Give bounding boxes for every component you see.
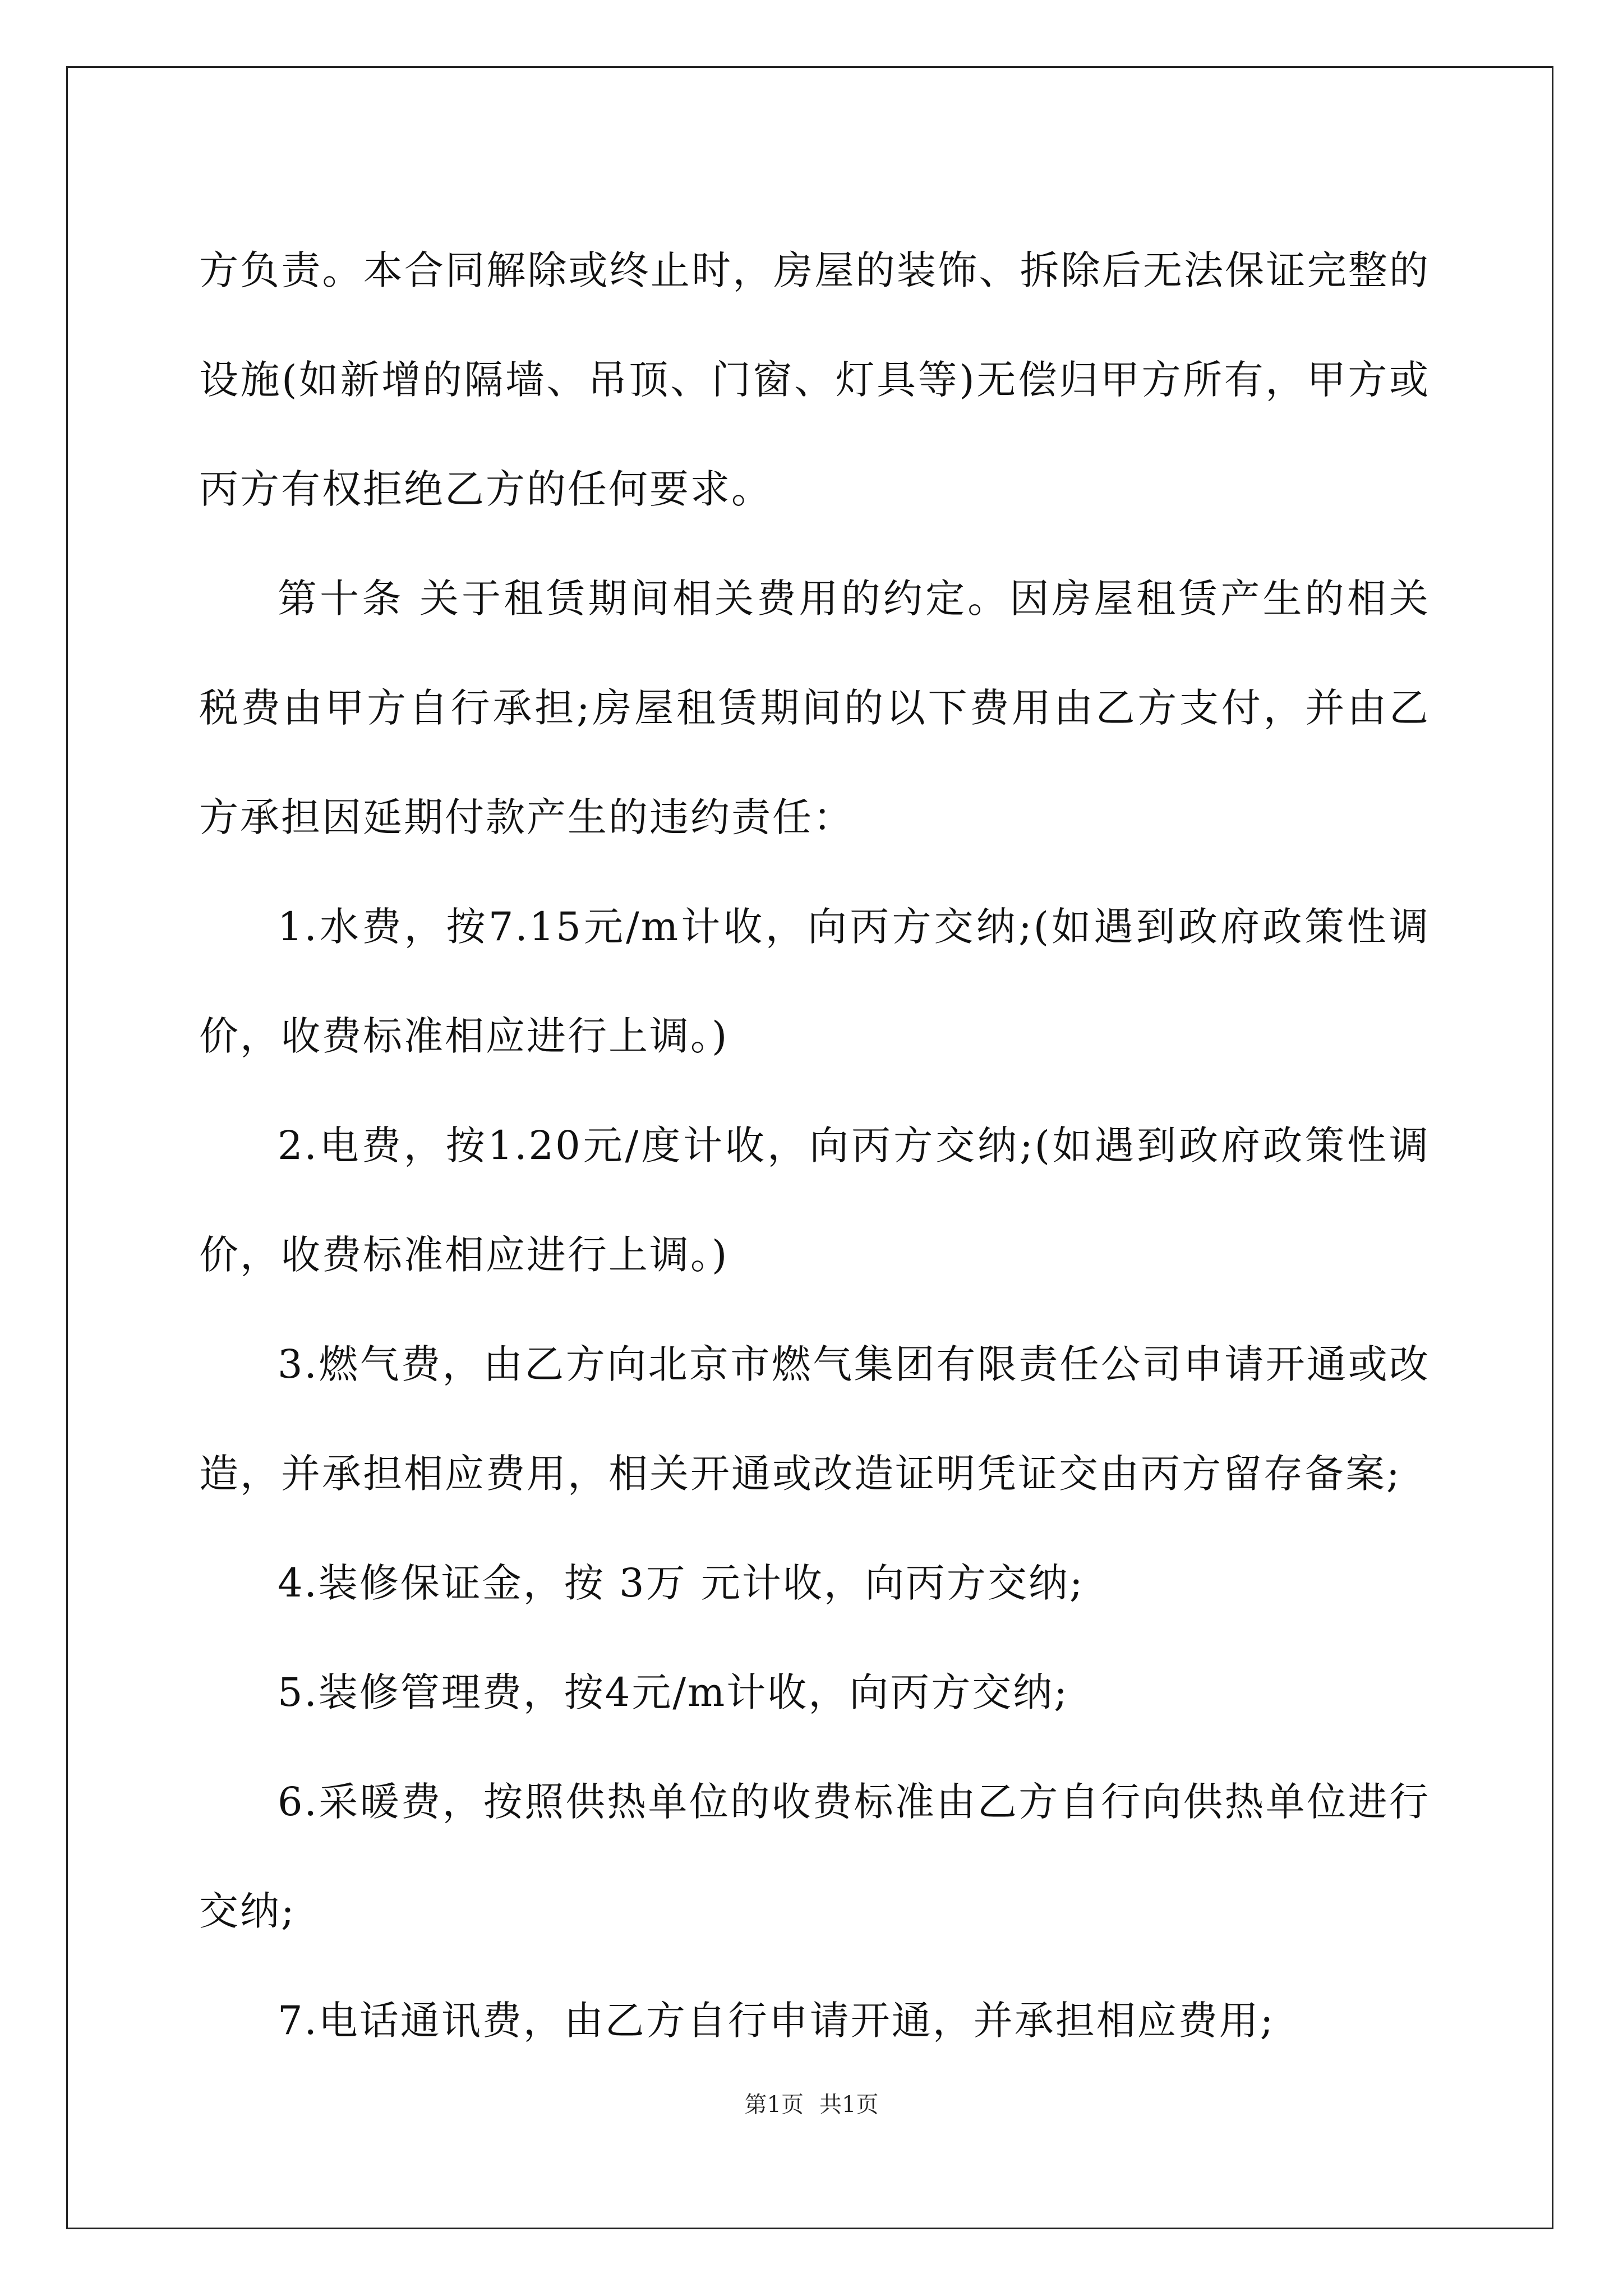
paragraph-continuation: 方负责。本合同解除或终止时，房屋的装饰、拆除后无法保证完整的设施(如新增的隔墙、吊顶、门窗、灯具等)无偿归甲方所有，甲方或丙方有权拒绝乙方的任何要求。 (199, 247, 1430, 512)
paragraph-item-electricity: 2.电费，按1.20元/度计收，向丙方交纳;(如遇到政府政策性调价，收费标准相应进行上调。) (199, 1122, 1430, 1278)
paragraph-item-heating: 6.采暖费，按照供热单位的收费标准由乙方自行向供热单位进行交纳; (199, 1779, 1430, 1934)
paragraph-item-telephone: 7.电话通讯费，由乙方自行申请开通，并承担相应费用; (278, 1998, 1275, 2044)
paragraph-item-gas: 3.燃气费，由乙方向北京市燃气集团有限责任公司申请开通或改造，并承担相应费用，相关开通或改造证明凭证交由丙方留存备案; (199, 1341, 1430, 1497)
paragraph-item-water: 1.水费，按7.15元/m计收，向丙方交纳;(如遇到政府政策性调价，收费标准相应进行上调。) (199, 904, 1430, 1059)
document-body (199, 216, 1430, 2076)
paragraph-item-deposit: 4.装修保证金，按 3万 元计收，向丙方交纳; (278, 1560, 1085, 1606)
paragraph-item-management-fee: 5.装修管理费，按4元/m计收，向丙方交纳; (278, 1669, 1069, 1715)
paragraph-article-10: 第十条 关于租赁期间相关费用的约定。因房屋租赁产生的相关税费由甲方自行承担;房屋租赁期间的以下费用由乙方支付，并由乙方承担因延期付款产生的违约责任： (199, 576, 1430, 840)
page-number-total: 共1页 (819, 2092, 879, 2118)
page-number-current: 第1页 (744, 2092, 804, 2118)
page-footer (0, 2087, 1623, 2119)
